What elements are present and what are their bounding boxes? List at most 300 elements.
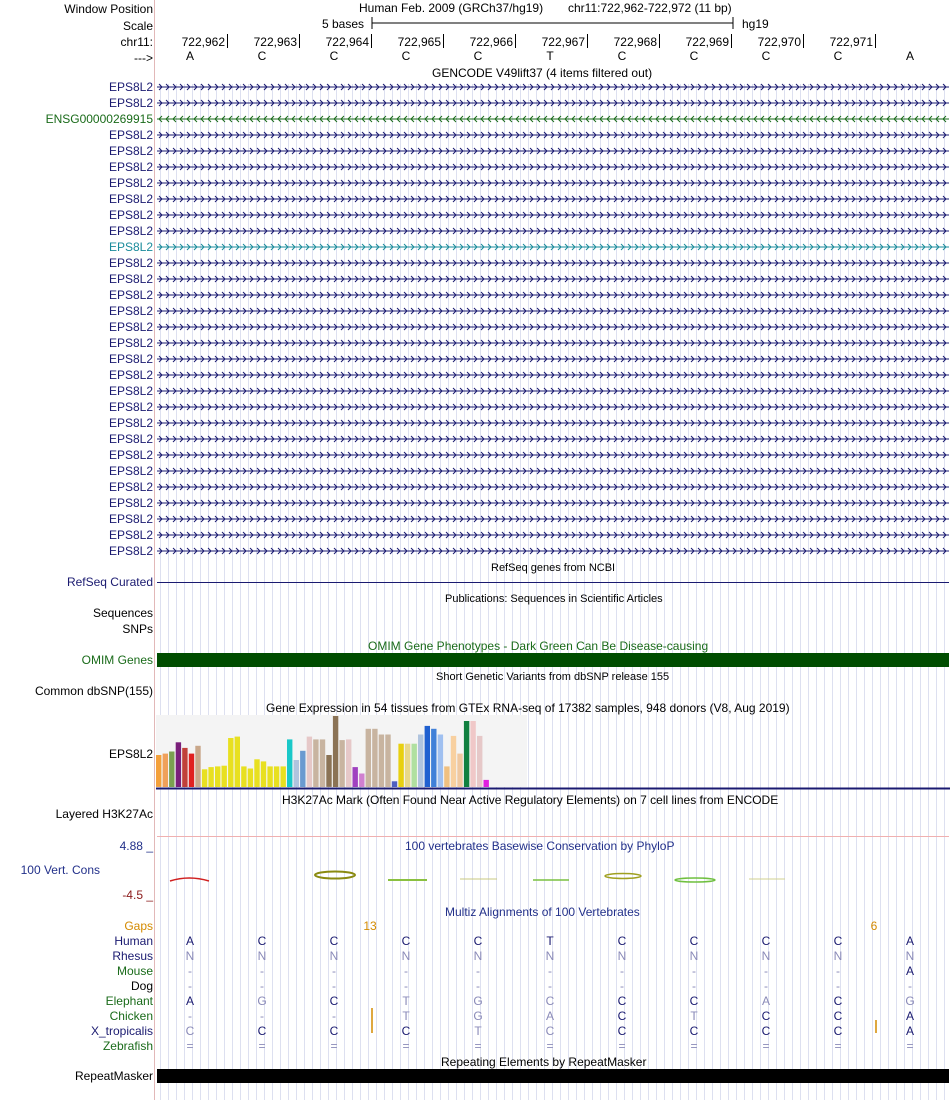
gtex-tissue-bar[interactable] <box>176 742 181 787</box>
gtex-tissue-bar[interactable] <box>366 729 371 787</box>
grid-line <box>344 84 345 1100</box>
scale-label: Scale <box>122 19 153 33</box>
h3k27ac-track-title[interactable]: H3K27Ac Mark (Often Found Near Active Regulatory Elements) on 7 cell lines from ENCODE <box>282 793 779 807</box>
multiz-base: C <box>617 934 627 948</box>
grid-line <box>672 84 673 1100</box>
gtex-tissue-bar[interactable] <box>281 766 286 787</box>
gtex-tissue-bar[interactable] <box>202 769 207 787</box>
multiz-species-label[interactable]: X_tropicalis <box>90 1024 153 1038</box>
grid-line <box>272 84 273 1100</box>
multiz-base: - <box>692 979 696 993</box>
gencode-transcript[interactable] <box>157 114 949 124</box>
gencode-transcript[interactable] <box>157 258 949 268</box>
gtex-tissue-bar[interactable] <box>222 766 227 787</box>
gencode-transcript[interactable] <box>157 450 949 460</box>
grid-line <box>168 84 169 1100</box>
grid-line <box>800 84 801 1100</box>
multiz-base: N <box>473 949 483 963</box>
phylop-conservation-plot <box>157 864 949 888</box>
scale-bar <box>371 16 735 30</box>
gtex-tissue-bar[interactable] <box>189 754 194 787</box>
gtex-tissue-bar[interactable] <box>169 752 174 788</box>
gencode-transcript[interactable] <box>157 146 949 156</box>
ruler-tick <box>299 34 300 48</box>
gtex-tissue-bar[interactable] <box>163 754 168 787</box>
multiz-base: - <box>332 979 336 993</box>
strand-toggle[interactable]: ---> <box>134 51 153 65</box>
multiz-base: T <box>402 994 410 1008</box>
phylop-mark-5 <box>605 874 641 879</box>
gtex-tissue-bar[interactable] <box>477 736 482 787</box>
grid-line <box>896 84 897 1100</box>
gtex-tissue-bar[interactable] <box>339 740 344 787</box>
gencode-transcript[interactable] <box>157 466 949 476</box>
grid-line <box>296 84 297 1100</box>
gencode-transcript[interactable] <box>157 178 949 188</box>
grid-line <box>928 84 929 1100</box>
ruler-coordinate: 722,965 <box>397 35 441 49</box>
gencode-row-label[interactable]: EPS8L2 <box>108 256 153 270</box>
publications-label-snps[interactable]: SNPs <box>122 622 153 636</box>
grid-line <box>704 84 705 1100</box>
multiz-base: - <box>476 964 480 978</box>
ruler-tick <box>443 34 444 48</box>
grid-line <box>240 84 241 1100</box>
grid-line <box>224 84 225 1100</box>
multiz-base: C <box>833 1009 843 1023</box>
multiz-base: N <box>833 949 843 963</box>
refseq-track-label[interactable]: RefSeq Curated <box>66 575 153 589</box>
gencode-row-label[interactable]: ENSG00000269915 <box>45 112 153 126</box>
ruler-base: C <box>761 49 771 63</box>
grid-line <box>160 84 161 1100</box>
multiz-base: G <box>905 994 915 1008</box>
multiz-base: - <box>188 1009 192 1023</box>
gencode-track-title[interactable]: GENCODE V49lift37 (4 items filtered out) <box>432 66 653 80</box>
window-position-label: Window Position <box>64 2 153 16</box>
gtex-tissue-bar[interactable] <box>228 738 233 787</box>
phylop-track-label[interactable]: 100 Vert. Cons <box>20 863 100 877</box>
multiz-base: C <box>617 994 627 1008</box>
multiz-base: - <box>764 979 768 993</box>
gencode-transcript[interactable] <box>157 386 949 396</box>
gencode-row-label[interactable]: EPS8L2 <box>108 384 153 398</box>
grid-line <box>864 84 865 1100</box>
multiz-base: T <box>690 1009 698 1023</box>
gencode-row-label[interactable]: EPS8L2 <box>108 160 153 174</box>
multiz-base: = <box>402 1039 410 1053</box>
phylop-mark-1 <box>315 872 355 879</box>
grid-line <box>680 84 681 1100</box>
gtex-tissue-bar[interactable] <box>425 726 430 787</box>
phylop-min-label: -4.5 _ <box>122 888 153 902</box>
gencode-transcript[interactable] <box>157 354 949 364</box>
gencode-row-label[interactable]: EPS8L2 <box>108 272 153 286</box>
ruler-coordinate: 722,970 <box>757 35 801 49</box>
grid-line <box>736 84 737 1100</box>
grid-line <box>312 84 313 1100</box>
grid-line <box>216 84 217 1100</box>
gencode-transcript[interactable] <box>157 130 949 140</box>
gtex-tissue-bar[interactable] <box>385 735 390 788</box>
multiz-base: - <box>620 964 624 978</box>
multiz-base: C <box>329 934 339 948</box>
gencode-row-label[interactable]: EPS8L2 <box>108 240 153 254</box>
gencode-transcript[interactable] <box>157 402 949 412</box>
gencode-row-label[interactable]: EPS8L2 <box>108 320 153 334</box>
multiz-base: C <box>833 1024 843 1038</box>
ruler-coordinate: 722,966 <box>469 35 513 49</box>
multiz-base: - <box>476 979 480 993</box>
multiz-base: A <box>761 994 770 1008</box>
gencode-transcript[interactable] <box>157 498 949 508</box>
multiz-base: - <box>908 979 912 993</box>
multiz-insertion-marks <box>157 1005 949 1035</box>
gencode-transcript[interactable] <box>157 290 949 300</box>
gtex-tissue-bar[interactable] <box>359 774 364 788</box>
multiz-base: C <box>689 1024 699 1038</box>
multiz-base: N <box>545 949 555 963</box>
gtex-tissue-bar[interactable] <box>353 767 358 787</box>
ruler-base: A <box>905 49 914 63</box>
ruler-base: C <box>833 49 843 63</box>
gencode-row-label[interactable]: EPS8L2 <box>108 288 153 302</box>
multiz-species-label[interactable]: Chicken <box>109 1009 153 1023</box>
gencode-row-label[interactable]: EPS8L2 <box>108 400 153 414</box>
ruler-tick <box>731 34 732 48</box>
gencode-transcript[interactable] <box>157 194 949 204</box>
gencode-row-label[interactable]: EPS8L2 <box>108 128 153 142</box>
multiz-base: - <box>548 964 552 978</box>
grid-line <box>424 84 425 1100</box>
gtex-tissue-bar[interactable] <box>412 744 417 787</box>
phylop-track-title[interactable]: 100 vertebrates Basewise Conservation by PhyloP <box>405 839 675 853</box>
publications-track-title[interactable]: Publications: Sequences in Scientific Articles <box>445 593 663 605</box>
multiz-base: C <box>473 934 483 948</box>
position-readout: chr11:722,962-722,972 (11 bp) <box>568 1 732 15</box>
gencode-transcript[interactable] <box>157 546 949 556</box>
gencode-transcript[interactable] <box>157 530 949 540</box>
ruler-base: A <box>185 49 194 63</box>
gencode-row-label[interactable]: EPS8L2 <box>108 544 153 558</box>
gtex-tissue-bar[interactable] <box>248 769 253 788</box>
gencode-row-label[interactable]: EPS8L2 <box>108 192 153 206</box>
gencode-transcript[interactable] <box>157 98 949 108</box>
gtex-tissue-bar[interactable] <box>451 736 456 787</box>
multiz-base: - <box>620 979 624 993</box>
label-column-divider <box>154 0 155 1100</box>
gtex-tissue-bar[interactable] <box>287 739 292 787</box>
grid-line <box>792 84 793 1100</box>
ruler-coordinate: 722,967 <box>541 35 585 49</box>
gencode-row-label[interactable]: EPS8L2 <box>108 512 153 526</box>
gtex-tissue-bar[interactable] <box>294 760 299 787</box>
multiz-base: A <box>545 1009 554 1023</box>
grid-line <box>392 84 393 1100</box>
gencode-transcript[interactable] <box>157 370 949 380</box>
gtex-tissue-bar[interactable] <box>392 781 397 787</box>
gtex-tissue-bar[interactable] <box>444 766 449 787</box>
gencode-row-label[interactable]: EPS8L2 <box>108 176 153 190</box>
grid-line <box>880 84 881 1100</box>
gtex-tissue-bar[interactable] <box>267 766 272 787</box>
grid-line <box>232 84 233 1100</box>
ruler-base: C <box>257 49 267 63</box>
gtex-bar-chart <box>154 715 950 791</box>
h3k27ac-baseline <box>157 836 949 837</box>
grid-line <box>888 84 889 1100</box>
multiz-base: C <box>761 1009 771 1023</box>
refseq-line <box>157 582 949 583</box>
ruler-base: T <box>546 49 554 63</box>
gtex-tissue-bar[interactable] <box>372 729 377 787</box>
gencode-row-label[interactable]: EPS8L2 <box>108 208 153 222</box>
multiz-base: = <box>546 1039 554 1053</box>
grid-line <box>920 84 921 1100</box>
gtex-tissue-bar[interactable] <box>235 737 240 787</box>
multiz-base: G <box>473 994 483 1008</box>
multiz-base: N <box>617 949 627 963</box>
publications-label-sequences[interactable]: Sequences <box>92 606 153 620</box>
grid-line <box>712 84 713 1100</box>
gtex-tissue-bar[interactable] <box>307 737 312 787</box>
gtex-tissue-bar[interactable] <box>208 767 213 787</box>
multiz-base: = <box>762 1039 770 1053</box>
grid-line <box>200 84 201 1100</box>
multiz-base: = <box>906 1039 914 1053</box>
gencode-transcript[interactable] <box>157 482 949 492</box>
multiz-base: C <box>185 1024 195 1038</box>
multiz-base: - <box>332 1009 336 1023</box>
gencode-row-label[interactable]: EPS8L2 <box>108 448 153 462</box>
repeatmasker-feature-bar[interactable] <box>157 1069 949 1083</box>
multiz-base: = <box>258 1039 266 1053</box>
chrom-label: chr11: <box>120 35 153 49</box>
gencode-transcript[interactable] <box>157 338 949 348</box>
multiz-base: N <box>329 949 339 963</box>
h3k27ac-track-label[interactable]: Layered H3K27Ac <box>55 807 153 821</box>
multiz-base: T <box>546 934 554 948</box>
gencode-transcript[interactable] <box>157 162 949 172</box>
grid-line <box>208 84 209 1100</box>
gencode-transcript[interactable] <box>157 274 949 284</box>
ruler-base: C <box>329 49 339 63</box>
gtex-tissue-bar[interactable] <box>313 739 318 787</box>
multiz-species-label[interactable]: Mouse <box>116 964 153 978</box>
ruler-tick <box>515 34 516 48</box>
grid-line <box>744 84 745 1100</box>
multiz-base: - <box>764 964 768 978</box>
multiz-base: G <box>473 1009 483 1023</box>
gencode-transcript[interactable] <box>157 306 949 316</box>
gtex-tissue-bar[interactable] <box>470 721 475 787</box>
gencode-row-label[interactable]: EPS8L2 <box>108 416 153 430</box>
multiz-base: T <box>474 1024 482 1038</box>
omim-feature-bar[interactable] <box>157 653 949 667</box>
phylop-mark-negative <box>170 878 209 881</box>
gencode-transcript[interactable] <box>157 226 949 236</box>
multiz-track-title[interactable]: Multiz Alignments of 100 Vertebrates <box>445 905 640 919</box>
gencode-row-label[interactable]: EPS8L2 <box>108 224 153 238</box>
grid-line <box>376 84 377 1100</box>
multiz-base: N <box>401 949 411 963</box>
ruler-coordinate: 722,968 <box>613 35 657 49</box>
multiz-base: C <box>401 934 411 948</box>
ruler-coordinate: 722,963 <box>253 35 297 49</box>
grid-line <box>416 84 417 1100</box>
gencode-row-label[interactable]: EPS8L2 <box>108 464 153 478</box>
gencode-row-label[interactable]: EPS8L2 <box>108 96 153 110</box>
multiz-base: A <box>905 1009 914 1023</box>
gtex-tissue-bar[interactable] <box>438 735 443 788</box>
grid-line <box>776 84 777 1100</box>
ruler-coordinate: 722,964 <box>325 35 369 49</box>
gtex-tissue-bar[interactable] <box>346 739 351 787</box>
gencode-transcript[interactable] <box>157 82 949 92</box>
ruler-tick <box>227 34 228 48</box>
multiz-base: A <box>905 934 914 948</box>
omim-track-title[interactable]: OMIM Gene Phenotypes - Dark Green Can Be Disease-causing <box>368 639 709 653</box>
gencode-row-label[interactable]: EPS8L2 <box>108 368 153 382</box>
multiz-base: - <box>188 979 192 993</box>
multiz-base: - <box>260 964 264 978</box>
repeatmasker-track-title[interactable]: Repeating Elements by RepeatMasker <box>441 1055 647 1069</box>
multiz-base: C <box>617 1009 627 1023</box>
gencode-row-label[interactable]: EPS8L2 <box>108 336 153 350</box>
multiz-base: C <box>761 1024 771 1038</box>
gencode-row-label[interactable]: EPS8L2 <box>108 496 153 510</box>
grid-line <box>320 84 321 1100</box>
multiz-base: = <box>330 1039 338 1053</box>
grid-line <box>368 84 369 1100</box>
grid-line <box>728 84 729 1100</box>
gtex-tissue-bar[interactable] <box>431 729 436 787</box>
refseq-track-title[interactable]: RefSeq genes from NCBI <box>491 562 616 574</box>
gtex-tissue-bar[interactable] <box>254 759 259 787</box>
multiz-base: - <box>260 1009 264 1023</box>
gtex-tissue-bar[interactable] <box>241 766 246 787</box>
multiz-base: C <box>257 934 267 948</box>
multiz-base: C <box>329 994 339 1008</box>
gtex-tissue-bar[interactable] <box>320 739 325 787</box>
multiz-base: A <box>185 934 194 948</box>
gtex-tissue-bar[interactable] <box>156 755 161 787</box>
gencode-row-label[interactable]: EPS8L2 <box>108 432 153 446</box>
grid-line <box>816 84 817 1100</box>
ruler-coordinate: 722,962 <box>181 35 225 49</box>
gtex-tissue-bar[interactable] <box>398 744 403 787</box>
gtex-tissue-bar[interactable] <box>484 780 489 787</box>
multiz-gap-count: 6 <box>870 919 878 933</box>
multiz-base: C <box>833 934 843 948</box>
assembly-title: Human Feb. 2009 (GRCh37/hg19) <box>359 1 544 15</box>
multiz-base: C <box>545 1024 555 1038</box>
gtex-tissue-bar[interactable] <box>195 746 200 787</box>
multiz-base: A <box>905 1024 914 1038</box>
grid-line <box>384 84 385 1100</box>
grid-line <box>720 84 721 1100</box>
multiz-base: = <box>618 1039 626 1053</box>
multiz-species-label[interactable]: Human <box>114 934 153 948</box>
gtex-tissue-bar[interactable] <box>215 766 220 787</box>
multiz-species-label[interactable]: Zebrafish <box>102 1039 153 1053</box>
gtex-tissue-bar[interactable] <box>418 735 423 788</box>
grid-line <box>176 84 177 1100</box>
gtex-tissue-bar[interactable] <box>182 748 187 787</box>
ruler-base: C <box>401 49 411 63</box>
grid-line <box>288 84 289 1100</box>
gtex-tissue-bar[interactable] <box>300 751 305 787</box>
grid-line <box>808 84 809 1100</box>
gencode-row-label[interactable]: EPS8L2 <box>108 304 153 318</box>
multiz-species-label[interactable]: Elephant <box>105 994 153 1008</box>
ruler-coordinate: 722,969 <box>685 35 729 49</box>
grid-line <box>936 84 937 1100</box>
grid-line <box>304 84 305 1100</box>
gtex-tissue-bar[interactable] <box>333 716 338 787</box>
gtex-tissue-bar[interactable] <box>261 761 266 787</box>
gencode-row-label[interactable]: EPS8L2 <box>108 144 153 158</box>
multiz-base: - <box>836 964 840 978</box>
multiz-species-label[interactable]: Dog <box>130 979 153 993</box>
gencode-row-label[interactable]: EPS8L2 <box>108 480 153 494</box>
dbsnp-track-label[interactable]: Common dbSNP(155) <box>34 684 153 698</box>
grid-line <box>872 84 873 1100</box>
gtex-tissue-bar[interactable] <box>274 766 279 787</box>
grid-line <box>944 84 945 1100</box>
gtex-tissue-bar[interactable] <box>457 754 462 787</box>
gencode-transcript[interactable] <box>157 434 949 444</box>
gtex-tissue-bar[interactable] <box>464 721 469 787</box>
scale-text: 5 bases <box>322 17 365 31</box>
multiz-base: C <box>833 994 843 1008</box>
multiz-base: = <box>834 1039 842 1053</box>
dbsnp-track-title[interactable]: Short Genetic Variants from dbSNP release 155 <box>436 671 670 683</box>
multiz-gaps-label[interactable]: Gaps <box>124 919 153 933</box>
multiz-base: = <box>186 1039 194 1053</box>
gencode-transcript[interactable] <box>157 322 949 332</box>
grid-line <box>352 84 353 1100</box>
gtex-track-label[interactable]: EPS8L2 <box>108 747 153 761</box>
multiz-base: C <box>689 934 699 948</box>
gtex-tissue-bar[interactable] <box>326 755 331 787</box>
gtex-tissue-bar[interactable] <box>405 744 410 787</box>
gencode-transcript[interactable] <box>157 210 949 220</box>
multiz-base: N <box>257 949 267 963</box>
grid-line <box>752 84 753 1100</box>
gtex-tissue-bar[interactable] <box>379 735 384 788</box>
grid-line <box>280 84 281 1100</box>
phylop-max-label: 4.88 _ <box>119 839 153 853</box>
multiz-species-label[interactable]: Rhesus <box>112 949 153 963</box>
gtex-track-title[interactable]: Gene Expression in 54 tissues from GTEx RNA-seq of 17382 samples, 948 donors (V8, Aug 2019) <box>266 701 790 715</box>
gencode-transcript[interactable] <box>157 514 949 524</box>
multiz-base: N <box>905 949 915 963</box>
repeatmasker-track-label[interactable]: RepeatMasker <box>74 1069 153 1083</box>
gencode-transcript[interactable] <box>157 418 949 428</box>
multiz-base: N <box>761 949 771 963</box>
gencode-row-label[interactable]: EPS8L2 <box>108 80 153 94</box>
omim-track-label[interactable]: OMIM Genes <box>81 653 153 667</box>
gencode-transcript[interactable] <box>157 242 949 252</box>
multiz-base: - <box>692 964 696 978</box>
grid-line <box>360 84 361 1100</box>
ruler-tick <box>587 34 588 48</box>
ruler-base: C <box>689 49 699 63</box>
gencode-row-label[interactable]: EPS8L2 <box>108 352 153 366</box>
gencode-row-label[interactable]: EPS8L2 <box>108 528 153 542</box>
multiz-base: - <box>332 964 336 978</box>
